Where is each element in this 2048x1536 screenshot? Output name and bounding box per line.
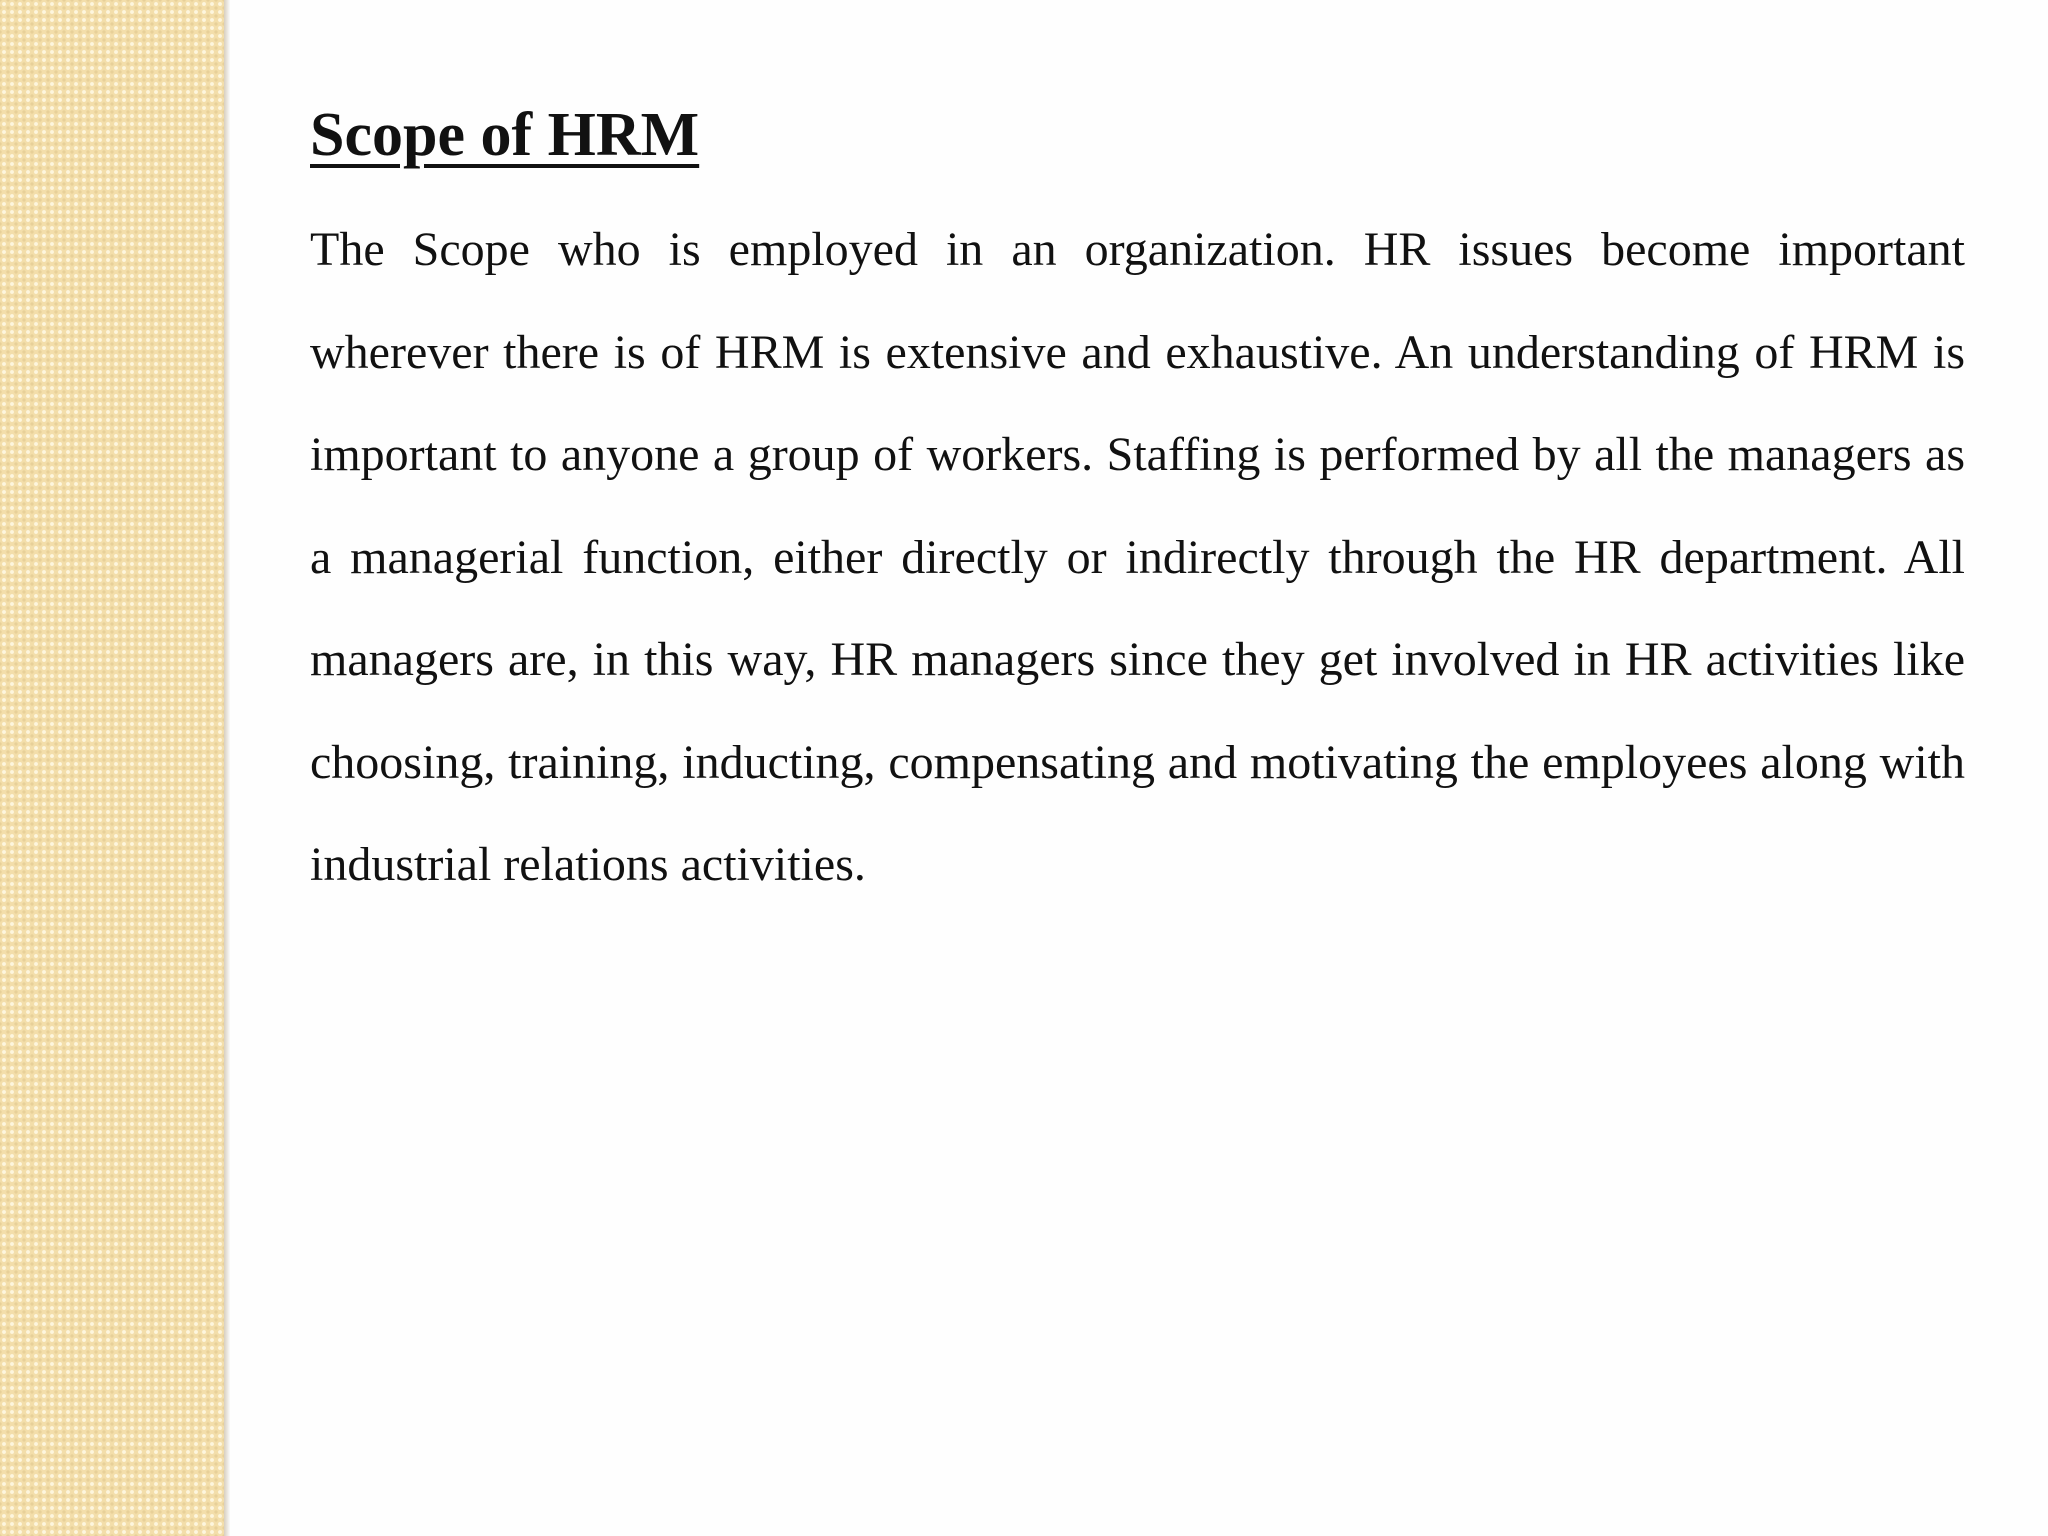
slide-body-paragraph: The Scope who is employed in an organization. HR issues become important wherever there is of HRM is extensive and exhaustive. An understanding of HRM is important to anyone a group of workers. Staffing is performed by all the managers as a managerial function, either directly or indirectly through the HR department. All managers are, in this way, HR managers since they get involved in HR activities like choosing, training, inducting, compensating and motivating the employees along with industrial relations activities. [310, 223, 1965, 892]
decorative-side-panel [0, 0, 224, 1536]
slide-title: Scope of HRM [310, 101, 700, 169]
side-panel-shadow [224, 0, 230, 1536]
slide-content [310, 100, 1965, 917]
